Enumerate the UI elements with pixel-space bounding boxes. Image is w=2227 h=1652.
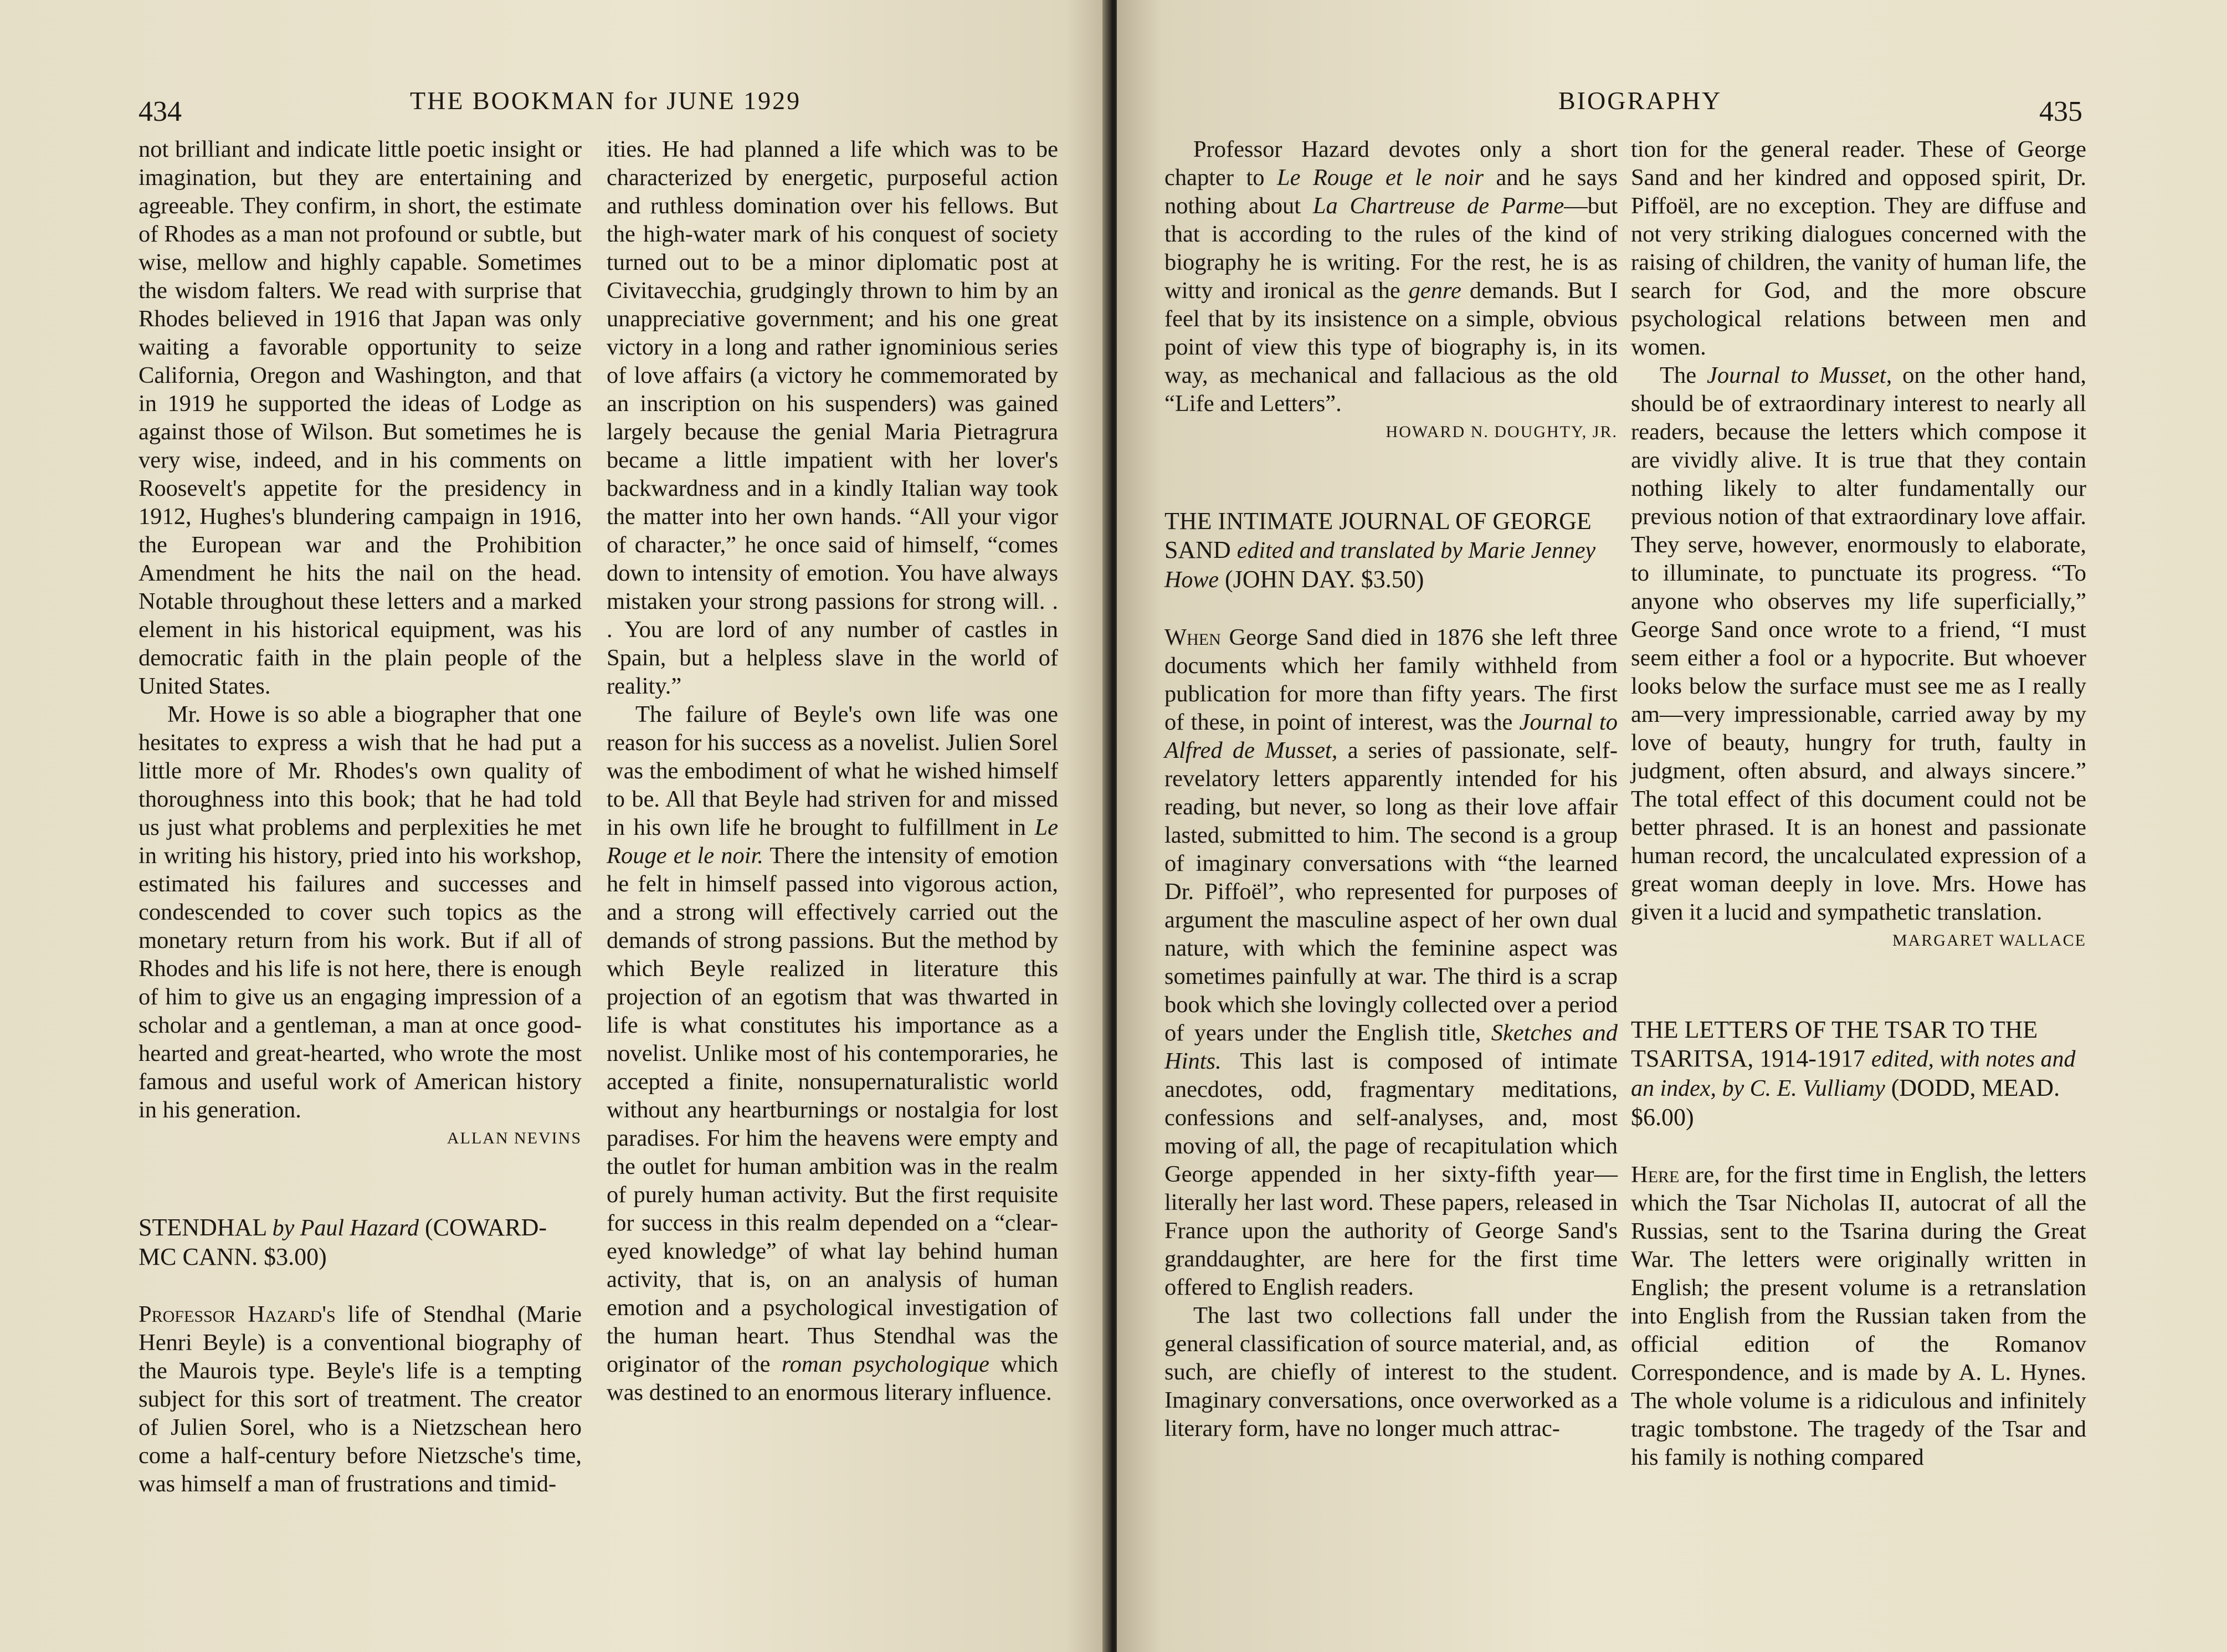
spacer [1631, 1132, 2086, 1161]
paragraph: ities. He had planned a life which was to be characterized by energetic, purposeful action and ruthless domination over his fellows. But the high-water mark of his conquest of society turned out to be a minor diplomatic post at Civitavecchia, grudgingly thrown to him by an unappreciative government; and his one great victory in a long and rather ignominious series of love affairs (a victory he commemorated by an inscription on his suspenders) was gained largely because the genial Maria Pietragrura became a little impatient with her lover's backwardness and in a kindly Italian way took the matter into her own hands. “All your vigor of character,” he once said of himself, “comes down to intensity of emotion. You have always mistaken your strong passions for strong will. . . You are lord of any number of castles in Spain, but a helpless slave in the world of reality.” [607, 136, 1058, 699]
text-run: There the intensity of emotion he felt in himself passed into vigorous action, and a strong will effectively carried out the demands of strong passions. But the method by which Beyle realized in literature this projection of an egotism that was thwarted in life is what constitutes his importance as a novelist. Unlike most of his contemporaries, he accepted a finite, nonsupernaturalistic world without any heartburnings or nostalgia for lost paradises. For him the heavens were empty and the outlet for human ambition was in the realm of purely human activity. But the first requisite for success in this realm depended on a “clear-eyed knowledge” of what lay behind human activity, that is, on an analysis of human emotion and a psychological investigation of the human heart. Thus Stendhal was the originator of the [607, 843, 1058, 1377]
lead-words: Here [1631, 1162, 1680, 1188]
review-title: THE INTIMATE JOURNAL OF GEORGE SAND [1164, 507, 1592, 563]
text-run: a series of passionate, self-revelatory letters apparently intended for his reading, but never, so long as their love affair lasted, submitted to him. The second is a group of imaginary conversations with “the learned Dr. Piffoël”, who represented for purposes of argument the masculine aspect of her own dual nature, with which the feminine aspect was sometimes painfully at war. The third is a scrap book which she lovingly collected over a period of years under the English title, [1164, 737, 1618, 1046]
book-title: Le Rouge et le noir [1277, 165, 1484, 191]
spacer [138, 1271, 582, 1300]
review-heading [1631, 1015, 2086, 1132]
spacer [1631, 955, 2086, 1015]
review-publisher: (DODD, MEAD. $6.00) [1631, 1074, 2060, 1131]
text-run: —but that is according to the rules of the kind of biography he is writing. For the rest, he is as witty and ironical as the [1164, 193, 1618, 304]
book-title: Le Rouge et le noir. [607, 814, 1058, 869]
paragraph [1164, 623, 1618, 1301]
text-run: on the other hand, should be of extraordinary interest to nearly all readers, because the letters which compose it are vividly alive. It is true that they contain nothing likely to alter fundamentally our previous notion of that extraordinary love affair. They serve, however, enormously to elaborate, to illuminate, to punctuate its progress. “To anyone who observes my life superficially,” George Sand once wrote to a friend, “I must seem either a fool or a hypocrite. But whoever looks below the surface must see me as I really am—very impressionable, carried away by my love of beauty, hungry for truth, faulty in judgment, often absurd, and always sincere.” The total effect of this document could not be better phrased. It is an honest and passionate human record, the uncalculated expression of a great woman deeply in love. Mrs. Howe has given it a lucid and sympathetic translation. [1631, 362, 2087, 925]
paragraph [1631, 361, 2086, 926]
text-run: are, for the first time in English, the letters which the Tsar Nicholas II, autocrat of all the Russias, sent to the Tsarina during the Great War. The letters were originally written in English; the present volume is a retranslation into English from the Russian taken from the official edition of the Romanov Correspondence, and is made by A. L. Hynes. The whole volume is a ridiculous and infinitely tragic tombstone. The tragedy of the Tsar and his family is nothing compared [1631, 1162, 2086, 1470]
reviewer-signature: ALLAN NEVINS [447, 1129, 582, 1147]
book-title: La Chartreuse de Parme [1312, 193, 1564, 219]
column-left-2 [607, 135, 1058, 1407]
left-page [0, 0, 1110, 1652]
italic-term: roman psychologique [781, 1351, 989, 1377]
review-publisher: (COWARD-MC CANN. $3.00) [138, 1214, 547, 1270]
review-byline: by Paul Hazard [272, 1215, 419, 1241]
spacer [1164, 446, 1618, 507]
book-title: Journal to Alfred de Musset, [1164, 709, 1618, 763]
running-head: THE BOOKMAN for JUNE 1929 [410, 86, 802, 115]
text-run: which was destined to an enormous literary influence. [607, 1351, 1058, 1405]
review-byline: edited and translated by Marie Jenney Howe [1164, 538, 1596, 593]
reviewer-signature: MARGARET WALLACE [1892, 931, 2086, 950]
text-run: and he says nothing about [1164, 165, 1618, 219]
right-page [1117, 0, 2227, 1652]
paragraph-text: life of Stendhal (Marie Henri Beyle) is a conventional biography of the Maurois type. Beyle's life is a tempting subject for this sort of treatment. The creator of Julien Sorel, who is a Nietzschean hero come a half-century before Nietzsche's time, was himself a man of frustrations and timid- [138, 1301, 582, 1497]
text-run: The failure of Beyle's own life was one reason for his success as a novelist. Julien Sorel was the embodiment of what he wished himself to be. All that Beyle had striven for and missed in his own life he brought to fulfillment in [607, 701, 1058, 840]
column-left-1 [138, 135, 582, 1498]
text-run: George Sand died in 1876 she left three documents which her family withheld from publication for more than fifty years. The first of these, in point of interest, was the [1164, 624, 1618, 735]
spacer [138, 1152, 582, 1213]
paragraph [1631, 1161, 2086, 1471]
paragraph: tion for the general reader. These of George Sand and her kindred and opposed spirit, Dr. Piffoël, are no exception. They are diffuse and not very striking dialogues concerned with the raising of children, the vanity of human life, the search for God, and the more obscure psychological relations between men and women. [1631, 136, 2086, 360]
review-publisher: (JOHN DAY. $3.50) [1225, 566, 1424, 593]
review-byline: edited, with notes and an index, by C. E. Vulliamy [1631, 1046, 2076, 1101]
spacer [1164, 594, 1618, 623]
review-heading [138, 1213, 582, 1271]
lead-words: When [1164, 624, 1221, 650]
text-run: demands. But I feel that by its insistence on a simple, obvious point of view this type of biography is, in its way, as mechanical and fallacious as the old “Life and Letters”. [1164, 278, 1618, 417]
text-run: This last is composed of intimate anecdotes, odd, fragmentary meditations, confessions and self-analyses, and, most moving of all, the page of recapitulation which George appended in her sixty-fifth year—literally her last word. These papers, released in France upon the authority of George Sand's granddaughter, are here for the first time offered to English readers. [1164, 1048, 1618, 1300]
paragraph [607, 700, 1058, 1407]
review-heading [1164, 507, 1618, 594]
column-right-2 [1631, 135, 2086, 1471]
italic-term: genre [1408, 278, 1461, 304]
running-head: BIOGRAPHY [1558, 86, 1722, 115]
page-number: 434 [138, 96, 182, 127]
book-title: Journal to Musset, [1707, 362, 1892, 388]
book-title: Sketches and Hints. [1164, 1020, 1618, 1074]
text-run: The [1660, 362, 1707, 388]
paragraph: Mr. Howe is so able a biographer that one hesitates to express a wish that he had put a little more of Mr. Rhodes's own quality of thoroughness into this book; that he had told us just what problems and perplexities he met in writing his history, pried into his workshop, estimated his failures and successes and condescended to cover such topics as the monetary return from his work. But if all of Rhodes and his life is not here, there is enough of him to give us an engaging impression of a scholar and a gentleman, a man at once good-hearted and great-hearted, who wrote the most famous and useful work of American history in his generation. [138, 701, 582, 1123]
review-title: STENDHAL [138, 1214, 266, 1241]
text-run: Professor Hazard devotes only a short chapter to [1164, 136, 1618, 191]
lead-words: Professor Hazard's [138, 1301, 336, 1327]
paragraph [138, 1300, 582, 1498]
paragraph: The last two collections fall under the general classification of source material, and, as such, are chiefly of interest to the student. Imaginary conversations, once overworked as a literary form, have no longer much attrac- [1164, 1302, 1618, 1441]
paragraph [1164, 135, 1618, 418]
paragraph: not brilliant and indicate little poetic insight or imagination, but they are entertaining and agreeable. They confirm, in short, the estimate of Rhodes as a man not profound or subtle, but wise, mellow and highly capable. Sometimes the wisdom falters. We read with surprise that Rhodes believed in 1916 that Japan was only waiting a favorable opportunity to seize California, Oregon and Washington, and that in 1919 he supported the ideas of Lodge as against those of Wilson. But sometimes he is very wise, indeed, and in his comments on Roosevelt's appetite for the presidency in 1912, Hughes's blundering campaign in 1916, the European war and the Prohibition Amendment he hits the nail on the head. Notable throughout these letters and a marked element in his historical equipment, was his democratic faith in the plain people of the United States. [138, 136, 582, 699]
column-right-1 [1164, 135, 1618, 1443]
review-title: THE LETTERS OF THE TSAR TO THE TSARITSA, 1914-1917 [1631, 1016, 2038, 1072]
page-number: 435 [2039, 96, 2082, 127]
reviewer-signature: HOWARD N. DOUGHTY, JR. [1386, 423, 1618, 441]
